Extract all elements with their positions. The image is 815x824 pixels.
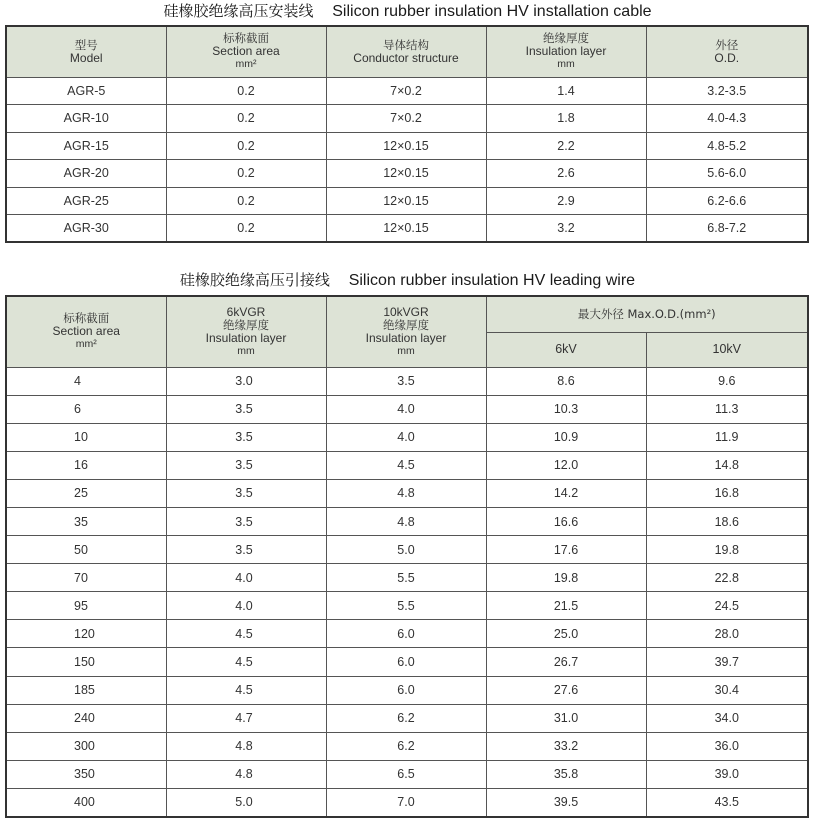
- header-10kv-zh: 绝缘厚度: [383, 317, 429, 332]
- table-row: [6, 507, 808, 535]
- cell-od: 6.2-6.6: [646, 187, 808, 215]
- cell-model: AGR-25: [6, 187, 166, 215]
- cell-max-od-6kv: 31.0: [486, 704, 646, 732]
- table-row: [6, 536, 808, 564]
- table-row: [6, 732, 808, 760]
- header-6kv-insulation: [166, 296, 326, 367]
- cell-10kv-insulation: 4.0: [326, 423, 486, 451]
- cell-max-od-10kv: 24.5: [646, 592, 808, 620]
- cell-max-od-6kv: 19.8: [486, 564, 646, 592]
- cell-10kv-insulation: 5.5: [326, 564, 486, 592]
- cell-6kv-insulation: 4.0: [166, 564, 326, 592]
- cell-10kv-insulation: 6.5: [326, 760, 486, 788]
- cell-10kv-insulation: 5.0: [326, 536, 486, 564]
- cell-6kv-insulation: 4.5: [166, 620, 326, 648]
- cell-max-od-10kv: 11.9: [646, 423, 808, 451]
- cell-od: 6.8-7.2: [646, 215, 808, 243]
- header-6kv-unit: mm: [237, 344, 255, 357]
- cell-6kv-insulation: 3.5: [166, 423, 326, 451]
- header-10kv-en: Insulation layer: [365, 330, 447, 345]
- cell-max-od-10kv: 30.4: [646, 676, 808, 704]
- header-max-od-6kv: 6kV: [486, 332, 646, 367]
- cell-max-od-10kv: 9.6: [646, 367, 808, 395]
- cell-od: 4.8-5.2: [646, 132, 808, 160]
- table-row: [6, 105, 808, 133]
- cell-max-od-6kv: 33.2: [486, 732, 646, 760]
- header-10kv-code: 10kVGR: [383, 304, 429, 319]
- cell-max-od-6kv: 21.5: [486, 592, 646, 620]
- cell-max-od-10kv: 39.0: [646, 760, 808, 788]
- cell-section-area: 4: [6, 367, 166, 395]
- header-od: [646, 26, 808, 77]
- cell-max-od-10kv: 36.0: [646, 732, 808, 760]
- header-10kv-unit: mm: [397, 344, 415, 357]
- cell-conductor: 12×0.15: [326, 132, 486, 160]
- cell-6kv-insulation: 3.5: [166, 536, 326, 564]
- installation-cable-title-en: Silicon rubber insulation HV installation cable: [332, 3, 652, 20]
- cell-od: 3.2-3.5: [646, 77, 808, 105]
- cell-max-od-10kv: 43.5: [646, 788, 808, 816]
- cell-6kv-insulation: 4.8: [166, 732, 326, 760]
- table-row: [6, 479, 808, 507]
- cell-max-od-6kv: 25.0: [486, 620, 646, 648]
- header-insulation-unit: mm: [557, 58, 575, 71]
- cell-section-area: 240: [6, 704, 166, 732]
- table-row: [6, 760, 808, 788]
- cell-max-od-6kv: 8.6: [486, 367, 646, 395]
- cell-6kv-insulation: 4.7: [166, 704, 326, 732]
- table-row: [6, 215, 808, 243]
- cell-10kv-insulation: 4.5: [326, 451, 486, 479]
- header-section-area-en: Section area: [52, 324, 120, 339]
- header-insulation-zh: 绝缘厚度: [543, 31, 589, 46]
- cell-max-od-6kv: 10.3: [486, 395, 646, 423]
- cell-max-od-10kv: 22.8: [646, 564, 808, 592]
- cell-conductor: 12×0.15: [326, 187, 486, 215]
- table-row: [6, 676, 808, 704]
- table-row: [6, 367, 808, 395]
- cell-6kv-insulation: 3.0: [166, 367, 326, 395]
- cell-insulation: 1.4: [486, 77, 646, 105]
- header-conductor-en: Conductor structure: [353, 50, 459, 65]
- cell-section-area: 350: [6, 760, 166, 788]
- leading-wire-table: [5, 295, 809, 818]
- cell-max-od-6kv: 12.0: [486, 451, 646, 479]
- header-10kv-insulation: [326, 296, 486, 367]
- header-insulation-layer: [486, 26, 646, 77]
- cell-section-area: 0.2: [166, 77, 326, 105]
- header-model: [6, 26, 166, 77]
- header-section-area-unit: mm²: [75, 338, 97, 351]
- cell-conductor: 12×0.15: [326, 160, 486, 188]
- cell-6kv-insulation: 4.0: [166, 592, 326, 620]
- cell-insulation: 2.9: [486, 187, 646, 215]
- cell-max-od-6kv: 10.9: [486, 423, 646, 451]
- cell-10kv-insulation: 7.0: [326, 788, 486, 816]
- cell-section-area: 185: [6, 676, 166, 704]
- cell-max-od-10kv: 34.0: [646, 704, 808, 732]
- cell-insulation: 1.8: [486, 105, 646, 133]
- table-row: [6, 395, 808, 423]
- cell-max-od-6kv: 39.5: [486, 788, 646, 816]
- table-row: [6, 788, 808, 816]
- table-row: [6, 648, 808, 676]
- header-section-area: [6, 296, 166, 367]
- cell-6kv-insulation: 4.5: [166, 676, 326, 704]
- cell-10kv-insulation: 4.0: [326, 395, 486, 423]
- cell-insulation: 2.6: [486, 160, 646, 188]
- cell-section-area: 25: [6, 479, 166, 507]
- cell-od: 5.6-6.0: [646, 160, 808, 188]
- cell-6kv-insulation: 3.5: [166, 479, 326, 507]
- header-od-en: O.D.: [714, 50, 740, 65]
- cell-6kv-insulation: 3.5: [166, 395, 326, 423]
- cell-10kv-insulation: 3.5: [326, 367, 486, 395]
- cell-section-area: 35: [6, 507, 166, 535]
- cell-section-area: 0.2: [166, 105, 326, 133]
- cell-conductor: 12×0.15: [326, 215, 486, 243]
- table-row: [6, 704, 808, 732]
- cell-section-area: 120: [6, 620, 166, 648]
- cell-insulation: 3.2: [486, 215, 646, 243]
- header-section-area: [166, 26, 326, 77]
- cell-max-od-10kv: 39.7: [646, 648, 808, 676]
- cell-max-od-10kv: 19.8: [646, 536, 808, 564]
- leading-wire-title: [0, 269, 815, 290]
- header-conductor-structure: [326, 26, 486, 77]
- table-header-row: [6, 26, 808, 77]
- cell-6kv-insulation: 5.0: [166, 788, 326, 816]
- cell-max-od-10kv: 18.6: [646, 507, 808, 535]
- cell-10kv-insulation: 6.2: [326, 732, 486, 760]
- cell-model: AGR-20: [6, 160, 166, 188]
- cell-section-area: 95: [6, 592, 166, 620]
- cell-6kv-insulation: 3.5: [166, 451, 326, 479]
- cell-conductor: 7×0.2: [326, 105, 486, 133]
- cell-10kv-insulation: 6.0: [326, 620, 486, 648]
- header-section-area-unit: mm²: [235, 58, 257, 71]
- header-section-area-zh: 标称截面: [63, 311, 110, 326]
- header-conductor-zh: 导体结构: [383, 37, 429, 52]
- cell-6kv-insulation: 3.5: [166, 507, 326, 535]
- table-header-row: [6, 296, 808, 332]
- header-model-zh: 型号: [74, 37, 98, 52]
- cell-model: AGR-15: [6, 132, 166, 160]
- cell-section-area: 150: [6, 648, 166, 676]
- header-model-en: Model: [69, 50, 103, 65]
- cell-max-od-10kv: 28.0: [646, 620, 808, 648]
- cell-model: AGR-30: [6, 215, 166, 243]
- cell-model: AGR-10: [6, 105, 166, 133]
- cell-10kv-insulation: 4.8: [326, 479, 486, 507]
- cell-insulation: 2.2: [486, 132, 646, 160]
- header-6kv-zh: 绝缘厚度: [223, 317, 269, 332]
- installation-cable-title: [0, 0, 815, 21]
- cell-section-area: 50: [6, 536, 166, 564]
- header-section-area-zh: 标称截面: [223, 31, 269, 46]
- table-row: [6, 423, 808, 451]
- cell-10kv-insulation: 6.0: [326, 648, 486, 676]
- table-row: [6, 620, 808, 648]
- cell-max-od-6kv: 26.7: [486, 648, 646, 676]
- installation-cable-title-zh: 硅橡胶绝缘高压安装线: [163, 2, 314, 20]
- header-insulation-en: Insulation layer: [525, 44, 607, 59]
- installation-cable-table: [5, 25, 809, 243]
- cell-section-area: 10: [6, 423, 166, 451]
- cell-max-od-6kv: 16.6: [486, 507, 646, 535]
- cell-section-area: 0.2: [166, 215, 326, 243]
- table-row: [6, 564, 808, 592]
- cell-model: AGR-5: [6, 77, 166, 105]
- cell-section-area: 400: [6, 788, 166, 816]
- cell-section-area: 6: [6, 395, 166, 423]
- leading-wire-title-zh: 硅橡胶绝缘高压引接线: [179, 271, 330, 289]
- cell-section-area: 70: [6, 564, 166, 592]
- cell-section-area: 0.2: [166, 160, 326, 188]
- cell-max-od-10kv: 11.3: [646, 395, 808, 423]
- cell-section-area: 0.2: [166, 132, 326, 160]
- cell-section-area: 300: [6, 732, 166, 760]
- leading-wire-title-en: Silicon rubber insulation HV leading wire: [348, 272, 636, 289]
- table-row: [6, 592, 808, 620]
- header-6kv-en: Insulation layer: [205, 330, 287, 345]
- cell-max-od-6kv: 14.2: [486, 479, 646, 507]
- table-row: [6, 451, 808, 479]
- table-row: [6, 160, 808, 188]
- table-row: [6, 132, 808, 160]
- table-row: [6, 77, 808, 105]
- cell-max-od-6kv: 27.6: [486, 676, 646, 704]
- cell-max-od-10kv: 16.8: [646, 479, 808, 507]
- cell-6kv-insulation: 4.8: [166, 760, 326, 788]
- header-max-od-10kv: 10kV: [646, 332, 808, 367]
- cell-10kv-insulation: 5.5: [326, 592, 486, 620]
- table-row: [6, 187, 808, 215]
- cell-10kv-insulation: 6.0: [326, 676, 486, 704]
- cell-6kv-insulation: 4.5: [166, 648, 326, 676]
- cell-conductor: 7×0.2: [326, 77, 486, 105]
- header-6kv-code: 6kVGR: [226, 304, 266, 319]
- cell-max-od-6kv: 35.8: [486, 760, 646, 788]
- cell-section-area: 16: [6, 451, 166, 479]
- cell-max-od-10kv: 14.8: [646, 451, 808, 479]
- cell-10kv-insulation: 4.8: [326, 507, 486, 535]
- cell-max-od-6kv: 17.6: [486, 536, 646, 564]
- header-section-area-en: Section area: [212, 44, 280, 59]
- cell-section-area: 0.2: [166, 187, 326, 215]
- header-max-od: 最大外径 Max.O.D.(mm²): [486, 296, 808, 332]
- cell-10kv-insulation: 6.2: [326, 704, 486, 732]
- header-od-zh: 外径: [715, 37, 739, 52]
- cell-od: 4.0-4.3: [646, 105, 808, 133]
